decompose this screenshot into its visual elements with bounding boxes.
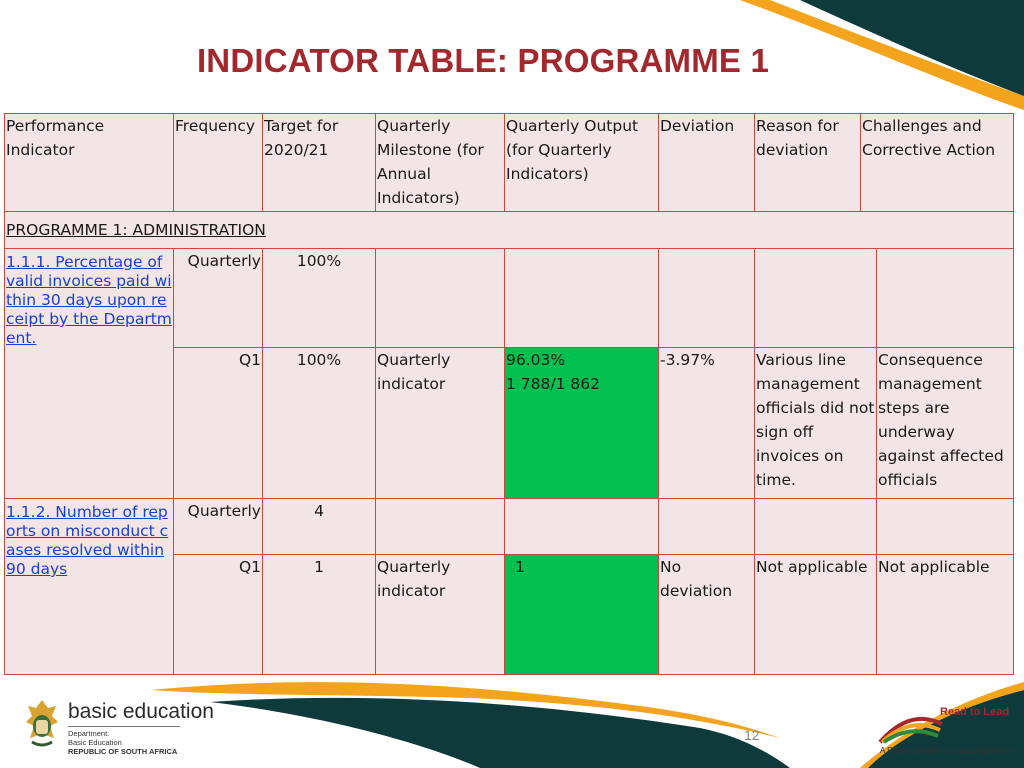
indicator-2-link[interactable]: 1.1.2. Number of reports on misconduct cases resolved within 90 days	[6, 503, 169, 578]
programme-row	[5, 212, 1014, 249]
indicator-2-q1-target: 1	[263, 555, 376, 675]
read-to-lead-tagline: A Reading Nation is a Leading Nation	[880, 746, 1013, 755]
indicator-2-q1-output: 1	[505, 555, 659, 675]
header-target: Target for 2020/21	[263, 114, 376, 212]
indicator-1-q1-label: Q1	[174, 348, 263, 499]
indicator-1-q1-reason: Various line management officials did not sign off invoices on time.	[755, 348, 877, 499]
indicator-2-q1-reason: Not applicable	[755, 555, 877, 675]
indicator-2-q1-deviation: No deviation	[659, 555, 755, 675]
indicator-1-target: 100%	[263, 249, 376, 348]
indicator-1-q1-output-ratio: 1 788/1 862	[506, 375, 600, 393]
header-reason: Reason for deviation	[755, 114, 861, 212]
header-quarterly-milestone: Quarterly Milestone (for Annual Indicators)	[376, 114, 505, 212]
indicator-1-annual-row	[5, 249, 1014, 348]
header-row	[5, 114, 1014, 212]
header-performance-indicator: Performance Indicator	[5, 114, 174, 212]
read-to-lead-wordmark: Read to Lead	[940, 706, 1010, 718]
indicator-1-q1-output	[505, 348, 659, 499]
slide-title: INDICATOR TABLE: PROGRAMME 1	[196, 42, 770, 79]
read-to-lead-logo	[876, 702, 1016, 764]
programme-label: PROGRAMME 1: ADMINISTRATION	[6, 221, 266, 239]
indicator-2-q1-challenges: Not applicable	[877, 555, 1014, 675]
indicator-1-link[interactable]: 1.1.1. Percentage of valid invoices paid within 30 days upon receipt by the Department.	[6, 253, 172, 347]
indicator-1-q1-target: 100%	[263, 348, 376, 499]
indicator-2-q1-milestone: Quarterly indicator	[376, 555, 505, 675]
header-deviation: Deviation	[659, 114, 755, 212]
indicator-2-frequency: Quarterly	[174, 499, 263, 555]
header-quarterly-output: Quarterly Output (for Quarterly Indicators)	[505, 114, 659, 212]
indicator-2-q1-label: Q1	[174, 555, 263, 675]
coat-of-arms-icon	[22, 698, 62, 750]
page-number: 12	[744, 727, 760, 743]
indicator-table	[4, 113, 1014, 675]
indicator-2-target: 4	[263, 499, 376, 555]
header-frequency: Frequency	[174, 114, 263, 212]
basic-education-logo	[22, 698, 214, 758]
basic-education-wordmark: basic education	[68, 700, 214, 723]
indicator-1-q1-milestone: Quarterly indicator	[376, 348, 505, 499]
department-text: Department: Basic Education REPUBLIC OF SOUTH AFRICA	[68, 729, 178, 756]
indicator-1-q1-challenges: Consequence management steps are underway against affected officials	[877, 348, 1014, 499]
indicator-1-q1-output-percent: 96.03%	[506, 351, 566, 369]
book-arcs-icon	[876, 702, 946, 746]
header-challenges: Challenges and Corrective Action	[861, 114, 1014, 212]
indicator-1-q1-deviation: -3.97%	[659, 348, 755, 499]
indicator-1-frequency: Quarterly	[174, 249, 263, 348]
indicator-2-annual-row	[5, 499, 1014, 555]
